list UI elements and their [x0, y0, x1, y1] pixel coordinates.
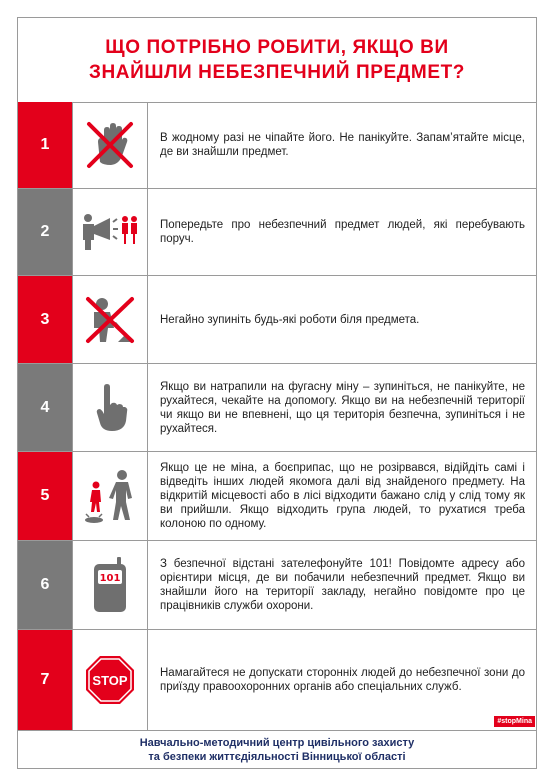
- safety-poster: [17, 17, 537, 769]
- step-icon-cell: [72, 452, 148, 540]
- step-number: 6: [18, 541, 72, 629]
- step-icon-cell: [72, 541, 148, 629]
- footer-line-2: та безпеки життєдіяльності Вінницької області: [148, 751, 406, 763]
- step-number: 2: [18, 189, 72, 275]
- megaphone-people-icon: [80, 210, 140, 254]
- hashtag-badge: #stopMina: [494, 716, 535, 727]
- step-number: 5: [18, 452, 72, 540]
- stop-sign-icon: [84, 654, 136, 706]
- stop-label: STOP: [92, 673, 128, 688]
- phone-label: 101: [99, 573, 121, 584]
- step-number: 7: [18, 630, 72, 730]
- walking-away-icon: [82, 468, 138, 524]
- step-text: Попередьте про небезпечний предмет людей, які перебувають поруч.: [160, 219, 525, 245]
- footer-line-1: Навчально-методичний центр цивільного захисту: [139, 737, 415, 749]
- pointing-hand-icon: [90, 383, 130, 433]
- step-row-4: [18, 364, 536, 452]
- step-icon-cell: [72, 189, 148, 275]
- step-icon-cell: [72, 102, 148, 188]
- step-text: Намагайтеся не допускати сторонніх людей до небезпечної зони до приїзду правоохоронних органів або спеціальних служб.: [160, 667, 525, 693]
- step-row-2: [18, 189, 536, 276]
- step-number: 4: [18, 364, 72, 451]
- step-text: Негайно зупиніть будь-які роботи біля предмета.: [160, 313, 420, 326]
- step-text: З безпечної відстані зателефонуйте 101! Повідомте адресу або орієнтири місця, де ви побачили небезпечний предмет. Якщо ви знайшли його на території закладу, негайно повідомте про це працівників служби охорони.: [160, 558, 525, 612]
- step-row-5: [18, 452, 536, 541]
- step-text: Якщо це не міна, а боєприпас, що не розірвався, відійдіть самі і відведіть інших людей якомога далі від знайденого предмету. На відкритій місцевості або в лісі відходити бажано слід у слід тому як ви прийшли. Якщо відходить група людей, то рухатися треба колоною по одному.: [160, 462, 525, 530]
- step-text: Якщо ви натрапили на фугасну міну – зупиніться, не панікуйте, не рухайтеся, чекайте на допомогу. Якщо ви на небезпечній території чи якщо ви не впевнені, що ця територія безпечна, зупиніться і не рухайтеся.: [160, 380, 525, 435]
- step-number: 1: [18, 102, 72, 188]
- step-row-7: [18, 630, 536, 730]
- step-row-3: [18, 276, 536, 364]
- phone-101-icon: [90, 556, 130, 614]
- step-text: В жодному разі не чіпайте його. Не панікуйте. Запам’ятайте місце, де ви знайшли предмет.: [160, 132, 525, 158]
- poster-title: [18, 18, 536, 103]
- step-icon-cell: [72, 276, 148, 363]
- step-row-1: [18, 102, 536, 189]
- poster-footer: [18, 730, 536, 769]
- step-number: 3: [18, 276, 72, 363]
- crossed-worker-icon: [82, 294, 138, 346]
- step-row-6: [18, 541, 536, 630]
- step-icon-cell: [72, 364, 148, 451]
- step-icon-cell: [72, 630, 148, 730]
- crossed-hand-icon: [83, 118, 137, 172]
- title-line-2: ЗНАЙШЛИ НЕБЕЗПЕЧНИЙ ПРЕДМЕТ?: [88, 62, 466, 83]
- title-line-1: ЩО ПОТРІБНО РОБИТИ, ЯКЩО ВИ: [105, 37, 449, 58]
